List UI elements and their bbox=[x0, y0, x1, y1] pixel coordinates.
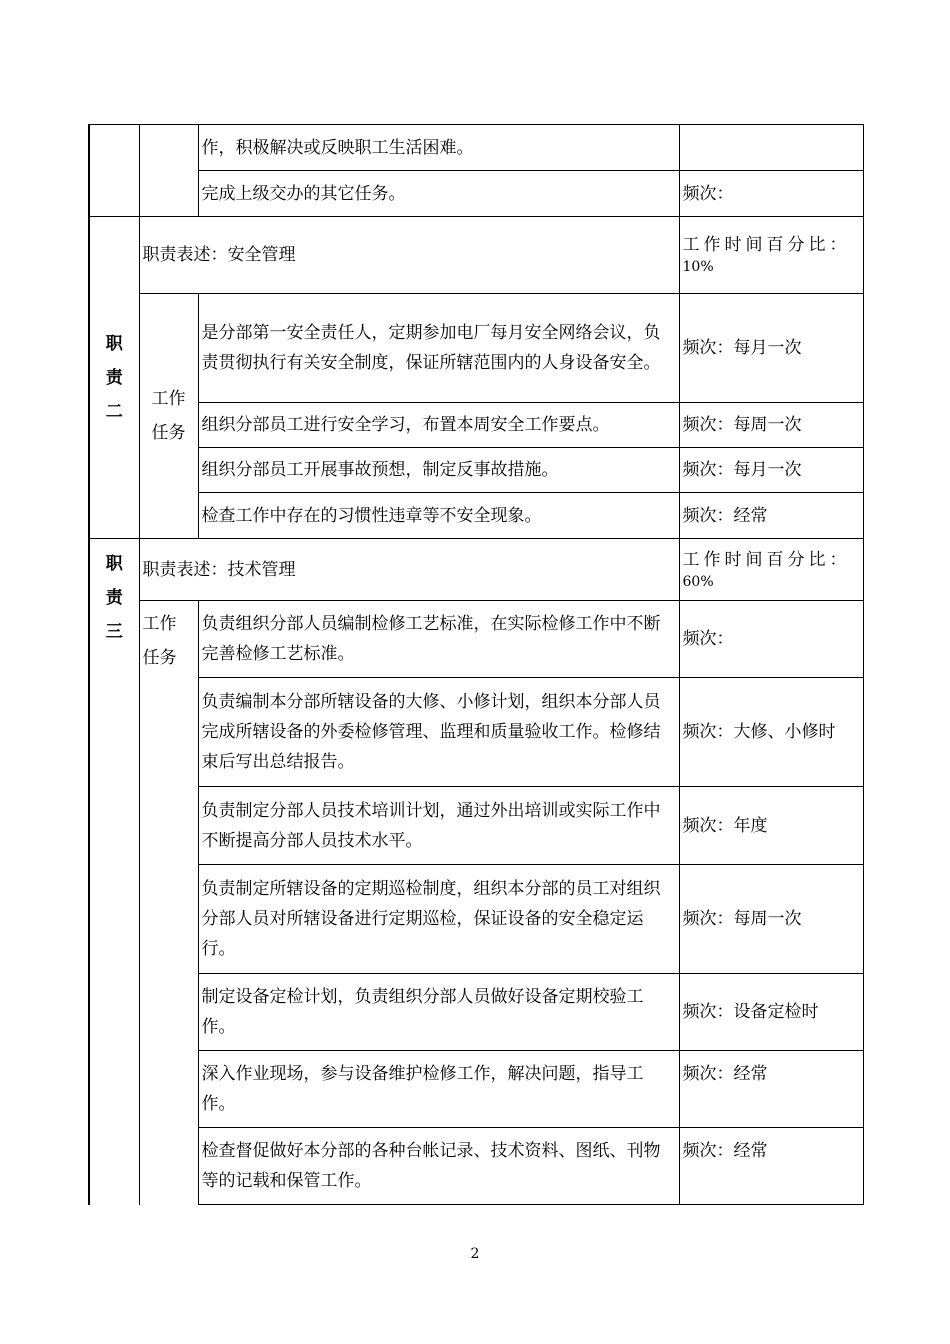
task-frequency: 频次： bbox=[679, 171, 863, 217]
duty-statement: 职责表述：安全管理 bbox=[139, 217, 679, 294]
task-text: 组织分部员工进行安全学习，布置本周安全工作要点。 bbox=[198, 403, 679, 448]
task-text: 深入作业现场，参与设备维护检修工作，解决问题，指导工作。 bbox=[198, 1051, 679, 1128]
table-row bbox=[89, 125, 863, 171]
task-text: 检查工作中存在的习惯性违章等不安全现象。 bbox=[198, 493, 679, 539]
table-row bbox=[89, 787, 863, 865]
duty-label-text: 职责三 bbox=[105, 554, 123, 642]
task-text: 作，积极解决或反映职工生活困难。 bbox=[198, 125, 679, 171]
table-row bbox=[89, 974, 863, 1051]
duty-statement: 职责表述：技术管理 bbox=[139, 539, 679, 601]
task-frequency: 频次：年度 bbox=[679, 787, 863, 865]
task-text: 完成上级交办的其它任务。 bbox=[198, 171, 679, 217]
table-row bbox=[89, 171, 863, 217]
table-row bbox=[89, 493, 863, 539]
time-percentage bbox=[679, 539, 863, 601]
time-percentage bbox=[679, 217, 863, 294]
task-text: 是分部第一安全责任人，定期参加电厂每月安全网络会议，负责贯彻执行有关安全制度，保证所辖范围内的人身设备安全。 bbox=[198, 294, 679, 403]
task-frequency: 频次：经常 bbox=[679, 493, 863, 539]
task-text: 负责编制本分部所辖设备的大修、小修计划，组织本分部人员完成所辖设备的外委检修管理、监理和质量验收工作。检修结束后写出总结报告。 bbox=[198, 678, 679, 787]
time-percentage-label: 工作时间百分比： bbox=[682, 549, 851, 570]
table-row bbox=[89, 539, 863, 601]
task-header bbox=[139, 601, 198, 1205]
task-text: 负责制定分部人员技术培训计划，通过外出培训或实际工作中不断提高分部人员技术水平。 bbox=[198, 787, 679, 865]
task-header-text: 工作任务 bbox=[142, 614, 177, 668]
duty-label bbox=[89, 217, 139, 539]
task-frequency: 频次：每周一次 bbox=[679, 865, 863, 974]
task-text: 负责制定所辖设备的定期巡检制度，组织本分部的员工对组织分部人员对所辖设备进行定期巡检，保证设备的安全稳定运行。 bbox=[198, 865, 679, 974]
task-frequency: 频次：大修、小修时 bbox=[679, 678, 863, 787]
table-row bbox=[89, 448, 863, 493]
time-percentage-label: 工作时间百分比： bbox=[682, 235, 851, 255]
task-frequency: 频次：设备定检时 bbox=[679, 974, 863, 1051]
task-header-cell bbox=[139, 125, 198, 217]
table-row bbox=[89, 1051, 863, 1128]
table-row bbox=[89, 217, 863, 294]
task-frequency: 频次：经常 bbox=[679, 1128, 863, 1205]
task-text: 检查督促做好本分部的各种台帐记录、技术资料、图纸、刊物等的记载和保管工作。 bbox=[198, 1128, 679, 1205]
task-frequency: 频次：每月一次 bbox=[679, 448, 863, 493]
task-frequency: 频次：经常 bbox=[679, 1051, 863, 1128]
duty-label-cell bbox=[89, 125, 139, 217]
task-text: 制定设备定检计划，负责组织分部人员做好设备定期校验工作。 bbox=[198, 974, 679, 1051]
duty-label-text: 职责二 bbox=[105, 333, 123, 422]
task-frequency: 频次：每周一次 bbox=[679, 403, 863, 448]
duty-table bbox=[88, 124, 864, 1205]
table-row bbox=[89, 678, 863, 787]
table-row bbox=[89, 1128, 863, 1205]
table-row bbox=[89, 294, 863, 403]
table-row bbox=[89, 403, 863, 448]
task-text: 组织分部员工开展事故预想，制定反事故措施。 bbox=[198, 448, 679, 493]
task-text: 负责组织分部人员编制检修工艺标准，在实际检修工作中不断完善检修工艺标准。 bbox=[198, 601, 679, 678]
task-header bbox=[139, 294, 198, 539]
task-frequency bbox=[679, 125, 863, 171]
page-number: 2 bbox=[470, 1246, 480, 1262]
time-percentage-value: 10% bbox=[682, 259, 714, 275]
time-percentage-value: 60% bbox=[682, 573, 714, 590]
task-frequency: 频次： bbox=[679, 601, 863, 678]
task-header-text: 工作任务 bbox=[151, 389, 186, 443]
task-frequency: 频次：每月一次 bbox=[679, 294, 863, 403]
table-row bbox=[89, 865, 863, 974]
duty-label bbox=[89, 539, 139, 1205]
table-row bbox=[89, 601, 863, 678]
